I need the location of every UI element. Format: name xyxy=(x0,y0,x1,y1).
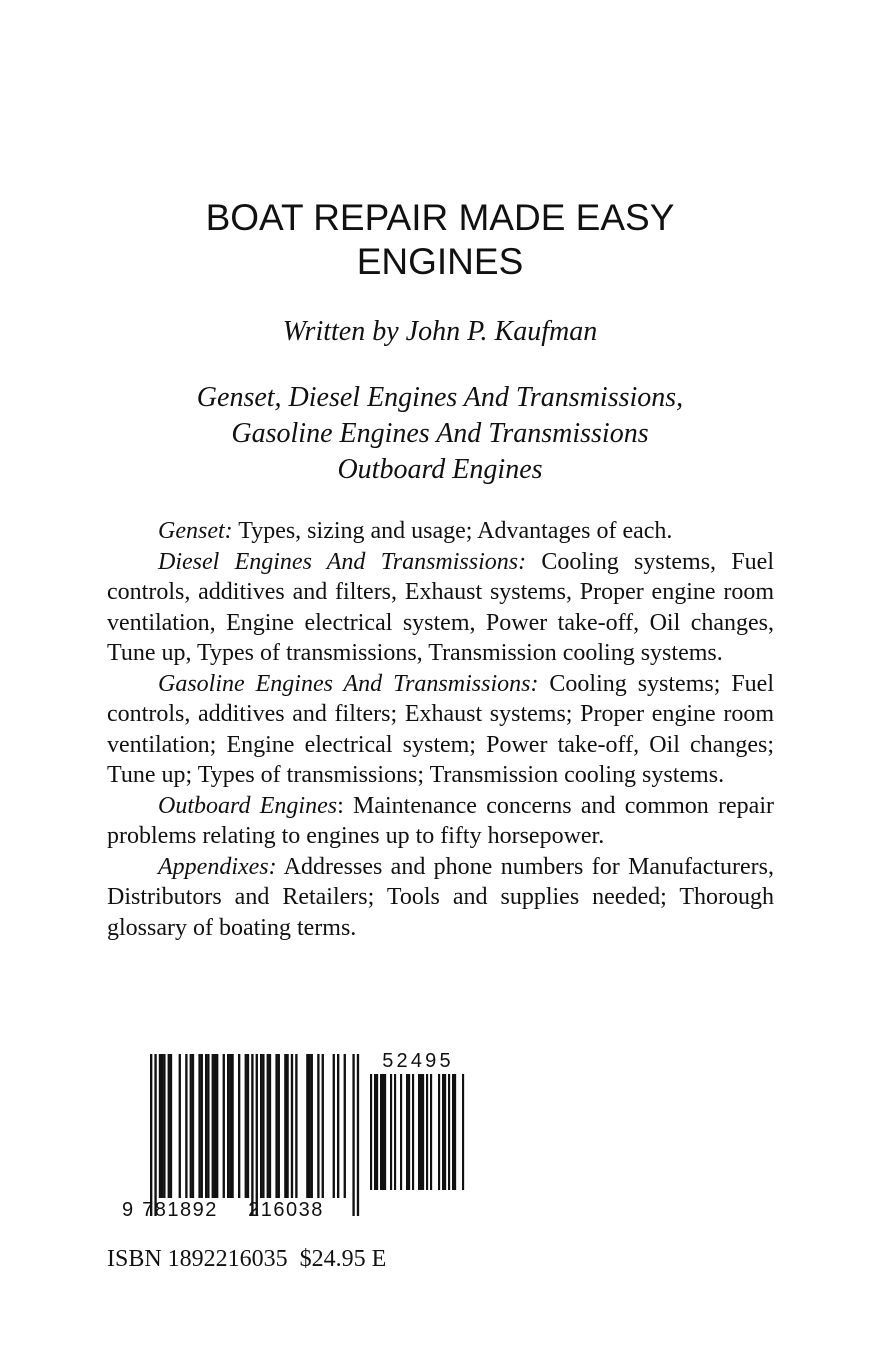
barcode-addon-bar xyxy=(462,1074,464,1190)
barcode-addon-bar xyxy=(374,1074,376,1190)
barcode-bar xyxy=(357,1054,359,1216)
barcode-bar xyxy=(201,1054,203,1198)
section-lead: Outboard Engines xyxy=(158,792,338,819)
barcode-bar xyxy=(238,1054,240,1198)
barcode-addon-bar xyxy=(400,1074,402,1190)
barcode-addon-bar xyxy=(408,1074,410,1190)
barcode-addon-bar xyxy=(376,1074,378,1190)
barcode-bar xyxy=(256,1054,258,1216)
barcode-addon-bar xyxy=(412,1074,414,1190)
barcode-bar xyxy=(269,1054,271,1198)
outboard-paragraph xyxy=(107,791,774,852)
barcode-bar xyxy=(247,1054,249,1198)
description-body xyxy=(107,516,774,943)
barcode-bar xyxy=(308,1054,310,1198)
barcode-bar xyxy=(337,1054,339,1198)
barcode-bar xyxy=(212,1054,214,1198)
appendixes-paragraph xyxy=(107,852,774,944)
barcode-addon-bar xyxy=(394,1074,396,1190)
barcode-bar xyxy=(150,1054,152,1216)
barcode-addon-bar xyxy=(426,1074,428,1190)
barcode-bar xyxy=(154,1054,156,1216)
section-text: Cooling systems, Fuel controls, additives and filters, Exhaust systems, Proper engine room ventilation, Engine electrical system, Power take-off, Oil changes, Tune up, Types of transmissions, Transmission cooling systems. xyxy=(107,548,774,666)
subtitle-line: Gasoline Engines And Transmissions xyxy=(231,418,649,449)
section-text: : Maintenance concerns and common repair problems relating to engines up to fifty horsepower. xyxy=(107,792,774,849)
barcode-bar xyxy=(251,1054,253,1216)
barcode-bar xyxy=(322,1054,324,1198)
barcode-bar xyxy=(231,1054,233,1198)
gasoline-paragraph xyxy=(107,669,774,791)
barcode-addon-bars xyxy=(370,1074,464,1190)
barcode-addon-bar xyxy=(380,1074,382,1190)
section-lead: Genset: xyxy=(158,518,233,544)
author-line: Written by John P. Kaufman xyxy=(282,316,598,347)
barcode-bar xyxy=(223,1054,225,1198)
barcode-bar xyxy=(278,1054,280,1198)
barcode-addon-bar xyxy=(454,1074,456,1190)
barcode-bar xyxy=(161,1054,163,1198)
barcode-bar xyxy=(168,1054,170,1198)
barcode-bar xyxy=(179,1054,181,1198)
barcode-bar xyxy=(192,1054,194,1198)
barcode-bar xyxy=(214,1054,216,1198)
barcode-addon-bar xyxy=(430,1074,432,1190)
barcode-addon-bar xyxy=(452,1074,454,1190)
section-lead: Gasoline Engines And Transmissions: xyxy=(158,670,539,697)
section-text: Addresses and phone numbers for Manufacturers, Distributors and Retailers; Tools and supplies needed; Thorough glossary of boating terms. xyxy=(107,853,774,941)
barcode-addon-bar xyxy=(422,1074,424,1190)
barcode-bar xyxy=(170,1054,172,1198)
subtitle-line: Genset, Diesel Engines And Transmissions, xyxy=(196,382,684,413)
barcode-bar xyxy=(291,1054,293,1198)
isbn-barcode xyxy=(118,1046,478,1226)
barcode-bar xyxy=(159,1054,161,1198)
barcode-bar xyxy=(229,1054,231,1198)
barcode-addon-bar xyxy=(390,1074,392,1190)
barcode-digit-group-2: 216038 xyxy=(248,1199,324,1221)
barcode-addon-bar xyxy=(384,1074,386,1190)
barcode-bar xyxy=(275,1054,277,1198)
barcode-addon-bar xyxy=(442,1074,444,1190)
barcode-addon-bar xyxy=(444,1074,446,1190)
barcode-addon-digits: 52495 xyxy=(382,1050,454,1072)
barcode-bar xyxy=(306,1054,308,1198)
barcode-bar xyxy=(284,1054,286,1198)
section-lead: Appendixes: xyxy=(158,853,277,880)
barcode-addon-bar xyxy=(448,1074,450,1190)
section-text: Types, sizing and usage; Advantages of each. xyxy=(232,518,673,544)
barcode-addon-bar xyxy=(382,1074,384,1190)
barcode-bar xyxy=(207,1054,209,1198)
barcode-bar xyxy=(311,1054,313,1198)
barcode-bar xyxy=(286,1054,288,1198)
barcode-bar xyxy=(352,1054,354,1216)
subtitle-line: Outboard Engines xyxy=(337,454,543,485)
barcode-bar xyxy=(333,1054,335,1198)
barcode-first-digit: 9 xyxy=(122,1199,134,1221)
barcode-main-bars xyxy=(150,1054,359,1216)
barcode-bar xyxy=(227,1054,229,1198)
barcode-addon-bar xyxy=(370,1074,372,1190)
book-title-line-2: ENGINES xyxy=(356,241,524,282)
barcode-bar xyxy=(267,1054,269,1198)
barcode-bar xyxy=(163,1054,165,1198)
barcode-bar xyxy=(260,1054,262,1198)
barcode-bar xyxy=(245,1054,247,1198)
isbn-price-line: ISBN 1892216035 $24.95 E xyxy=(107,1246,387,1272)
barcode-bar xyxy=(317,1054,319,1198)
barcode-addon-bar xyxy=(406,1074,408,1190)
barcode-bar xyxy=(198,1054,200,1198)
genset-paragraph xyxy=(107,516,774,547)
diesel-paragraph xyxy=(107,547,774,669)
book-title-line-1: BOAT REPAIR MADE EASY xyxy=(205,197,675,238)
subtitle-block xyxy=(0,380,880,488)
barcode-addon-bar xyxy=(418,1074,420,1190)
barcode-digit-group-1: 781892 xyxy=(142,1199,218,1221)
barcode-bar xyxy=(205,1054,207,1198)
section-text: Cooling systems; Fuel controls, additives and filters; Exhaust systems; Proper engine room ventilation; Engine electrical system; Power take-off, Oil changes; Tune up; Types of transmissions; Transmission cooling systems. xyxy=(107,670,774,788)
section-lead: Diesel Engines And Transmissions: xyxy=(158,548,527,575)
barcode-bar xyxy=(344,1054,346,1198)
barcode-addon-bar xyxy=(420,1074,422,1190)
barcode-bar xyxy=(185,1054,187,1198)
barcode-bar xyxy=(262,1054,264,1198)
barcode-addon-bar xyxy=(438,1074,440,1190)
barcode-bar xyxy=(216,1054,218,1198)
barcode-bar xyxy=(295,1054,297,1198)
barcode-bar xyxy=(190,1054,192,1198)
